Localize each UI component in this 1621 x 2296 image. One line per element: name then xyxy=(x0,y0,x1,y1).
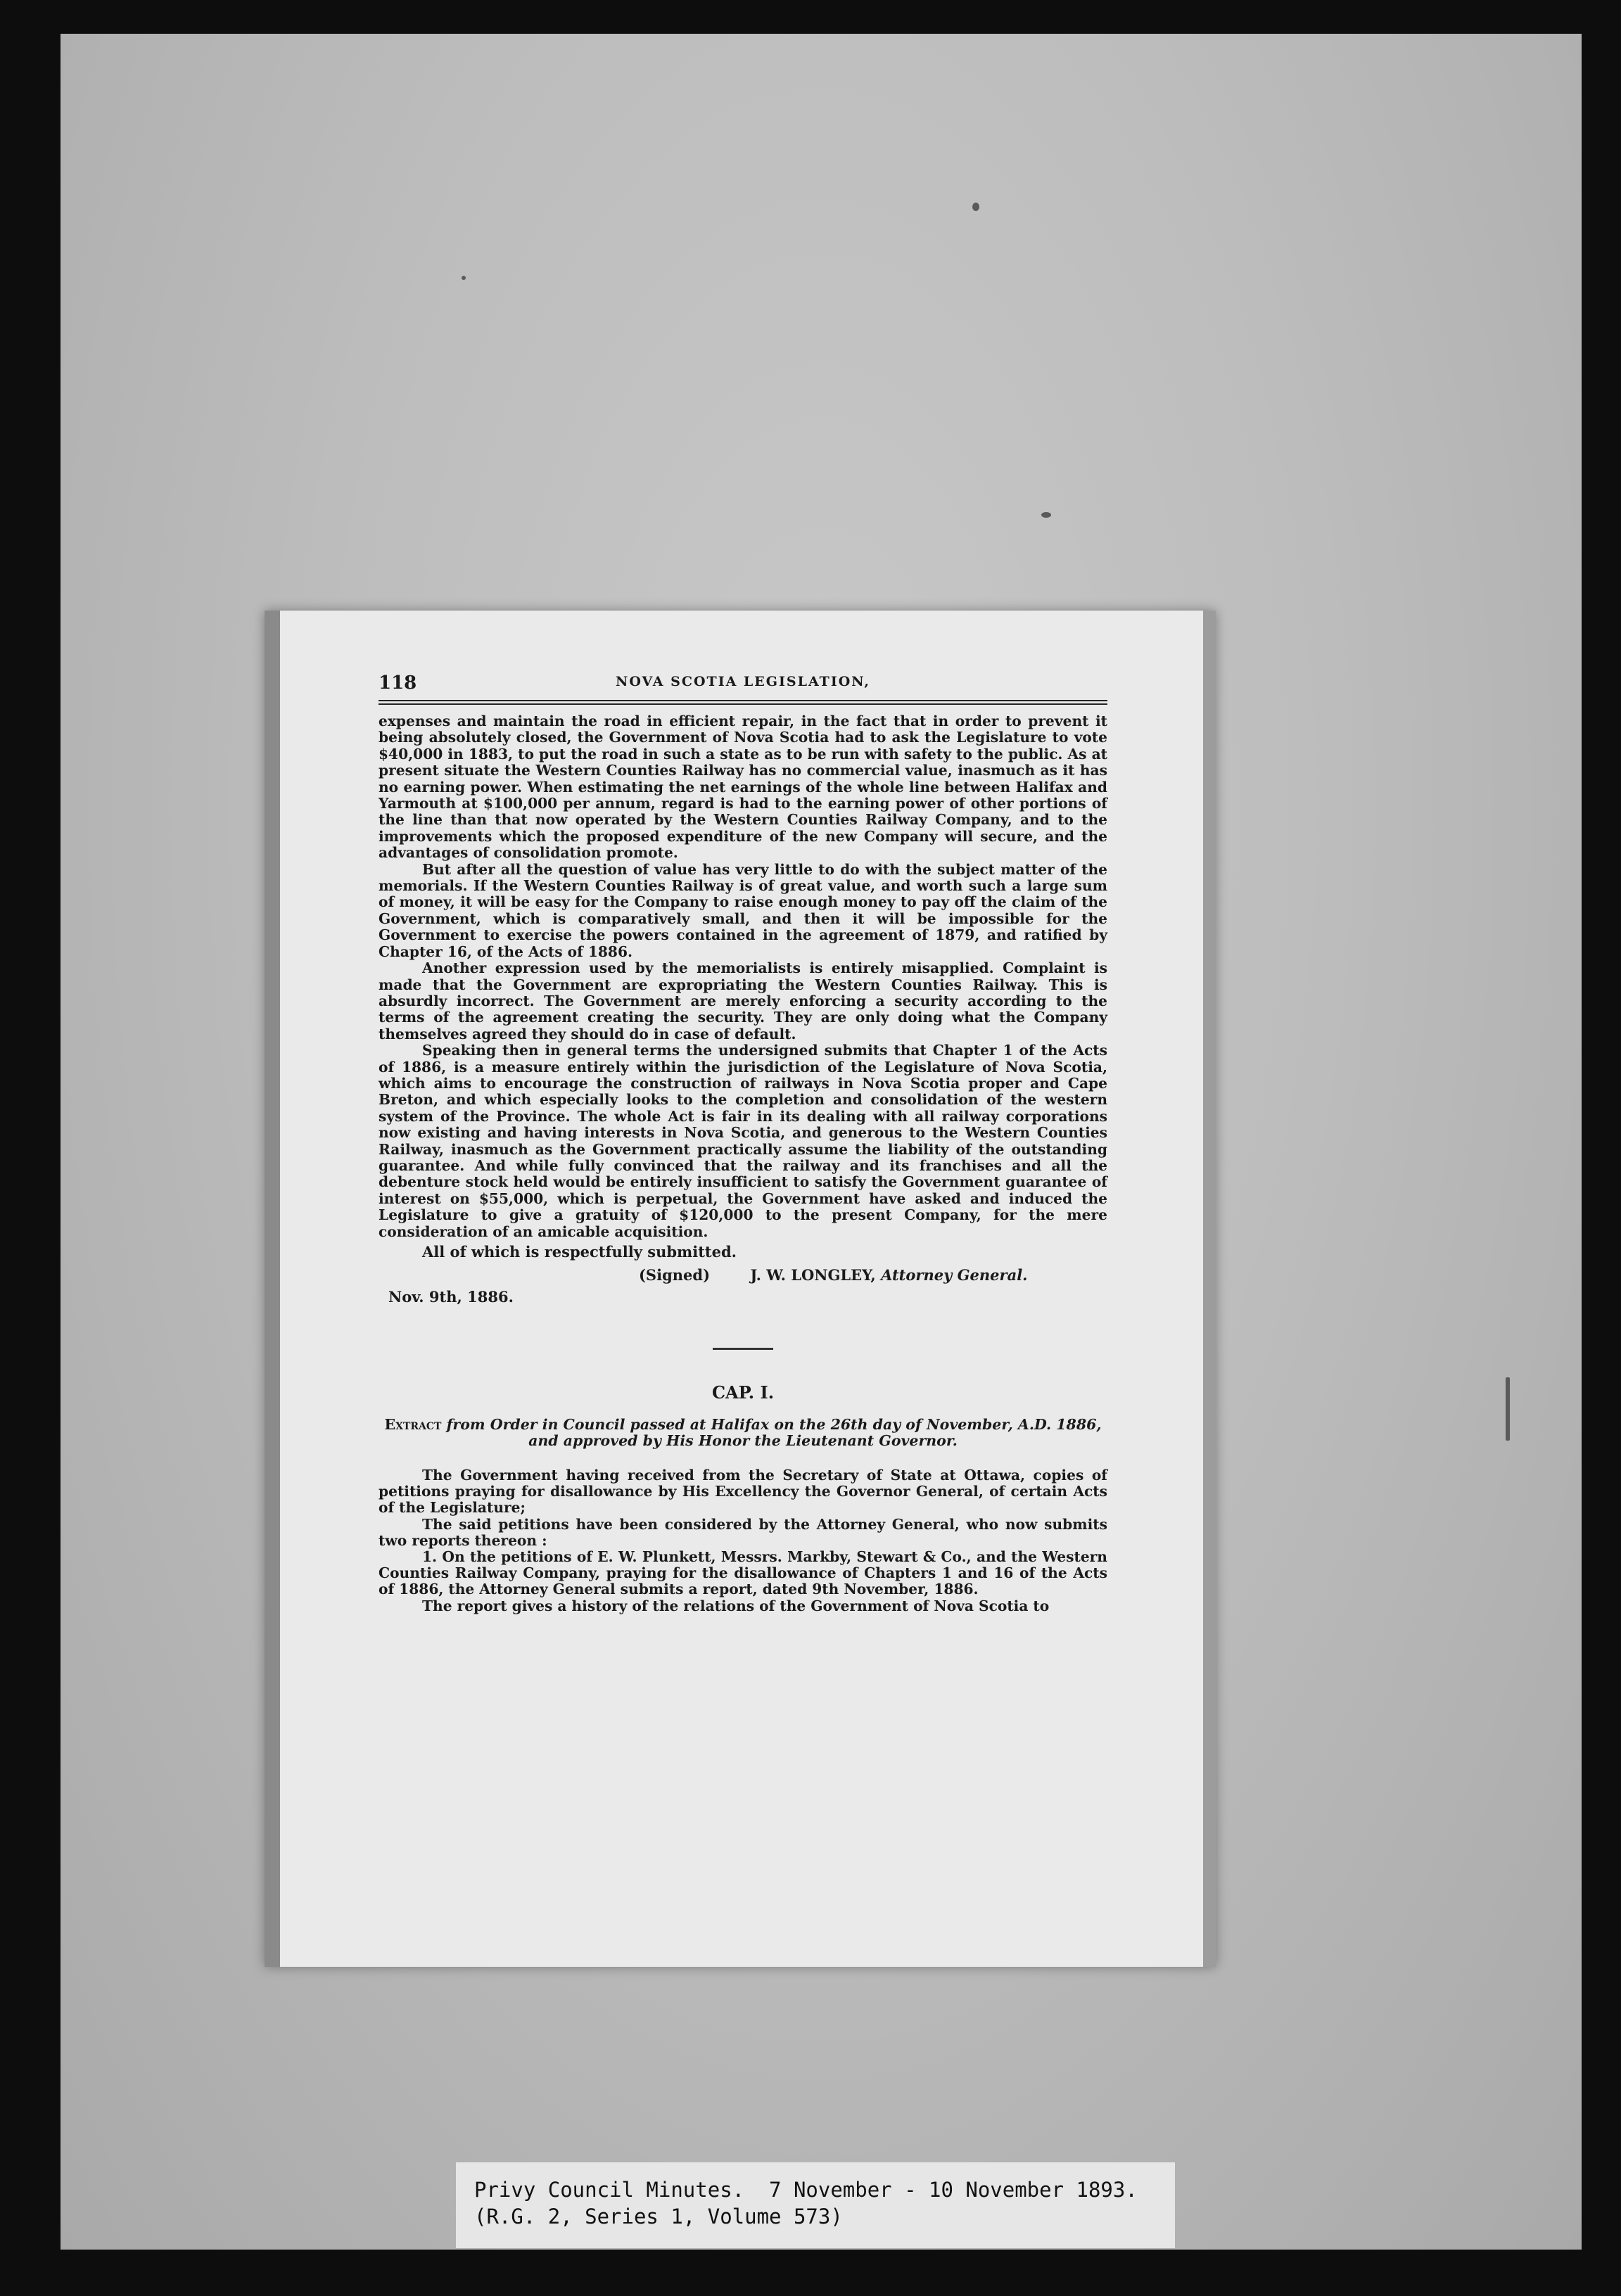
section-divider xyxy=(713,1348,773,1350)
paragraph: Speaking then in general terms the undersigned submits that Chapter 1 of the Acts of 1886, is a measure entirely within the jurisdiction of the Legislature of Nova Scotia, which aims to encourage the construction of railways in Nova Scotia proper and Cape Breton, and which especially looks to the completion and consolidation of the western system of the Province. The whole Act is fair in its dealing with all railway corporations now existing and having interests in Nova Scotia, and generous to the Western Counties Railway, inasmuch as the Government practically assume the liability of the outstanding guarantee. And while fully convinced that the railway and its franchises and all the debenture stock held would be entirely insufficient to satisfy the Government guarantee of interest on $55,000, which is perpetual, the Government have asked and induced the Legislature to give a gratuity of $120,000 to the present Company, for the mere consideration of an amicable acquisition. xyxy=(379,1042,1107,1240)
signatory-title: Attorney General. xyxy=(881,1266,1028,1284)
header-rule xyxy=(379,703,1107,705)
memorandum-text xyxy=(379,713,1107,1240)
extract-heading xyxy=(379,1417,1107,1449)
paragraph: The Government having received from the Secretary of State at Ottawa, copies of petitions praying for disallowance by His Excellency the Governor General, of certain Acts of the Legislature; xyxy=(379,1467,1107,1517)
memorandum-date: Nov. 9th, 1886. xyxy=(388,1288,514,1306)
film-speck xyxy=(462,276,466,280)
paragraph: expenses and maintain the road in efficient repair, in the fact that in order to prevent it being absolutely closed, the Government of Nova Scotia had to ask the Legislature to vote $40,000 in 1883, to put the road in such a state as to be run with safety to the public. As at present situate the Western Counties Railway has no commercial value, inasmuch as it has no earning power. When estimating the net earnings of the whole line between Halifax and Yarmouth at $100,000 per annum, regard is had to the earning power of other portions of the line than that now operated by the Western Counties Railway Company, and to the improvements which the proposed expenditure of the new Company will secure, and the advantages of consolidation promote. xyxy=(379,713,1107,862)
memorandum-closing xyxy=(379,1243,1107,1306)
film-speck xyxy=(1506,1377,1510,1441)
archive-label xyxy=(456,2162,1175,2248)
chapter-title: CAP. I. xyxy=(711,1382,775,1403)
extract-description: from Order in Council passed at Halifax on the 26th day of November, A.D. 1886, and approved by His Honor the Lieutenant Governor. xyxy=(446,1416,1102,1449)
paragraph: The report gives a history of the relations of the Government of Nova Scotia to xyxy=(422,1597,1050,1614)
signature-line xyxy=(379,1266,1107,1284)
film-speck xyxy=(1041,512,1051,518)
signatory-name: J. W. LONGLEY, xyxy=(750,1266,876,1284)
running-title: NOVA SCOTIA LEGISLATION, xyxy=(615,674,871,689)
page-number: 118 xyxy=(379,672,417,694)
order-text xyxy=(379,1467,1107,1614)
signed-label: (Signed) xyxy=(639,1266,711,1284)
page-content xyxy=(379,667,1107,1614)
page-header xyxy=(379,667,1107,698)
paragraph: 1. On the petitions of E. W. Plunkett, Messrs. Markby, Stewart & Co., and the Western Counties Railway Company, praying for the disallowance of Chapters 1 and 16 of the Acts of 1886, the Attorney General submits a report, dated 9th November, 1886. xyxy=(379,1548,1107,1598)
closing-line: All of which is respectfully submitted. xyxy=(422,1243,737,1261)
paragraph: But after all the question of value has very little to do with the subject matter of the memorials. If the Western Counties Railway is of great value, and worth such a large sum of money, it will be easy for the Company to raise enough money to pay off the claim of the Government, which is comparatively small, and then it will be impossible for the Government to exercise the powers contained in the agreement of 1879, and ratified by Chapter 16, of the Acts of 1886. xyxy=(379,860,1107,960)
film-speck xyxy=(972,203,979,211)
archive-label-line1: Privy Council Minutes. 7 November - 10 November 1893. xyxy=(474,2178,1138,2202)
paragraph: The said petitions have been considered by the Attorney General, who now submits two reports thereon : xyxy=(379,1515,1107,1549)
paragraph: Another expression used by the memorialists is entirely misapplied. Complaint is made that the Government are expropriating the Western Counties Railway. This is absurdly incorrect. The Government are merely enforcing a security according to the terms of the agreement creating the security. They are only doing what the Company themselves agreed they should do in case of default. xyxy=(379,959,1107,1042)
header-rule xyxy=(379,700,1107,701)
extract-lead: Extract xyxy=(384,1416,442,1433)
document-page xyxy=(265,611,1216,1967)
archive-label-line2: (R.G. 2, Series 1, Volume 573) xyxy=(474,2205,843,2228)
